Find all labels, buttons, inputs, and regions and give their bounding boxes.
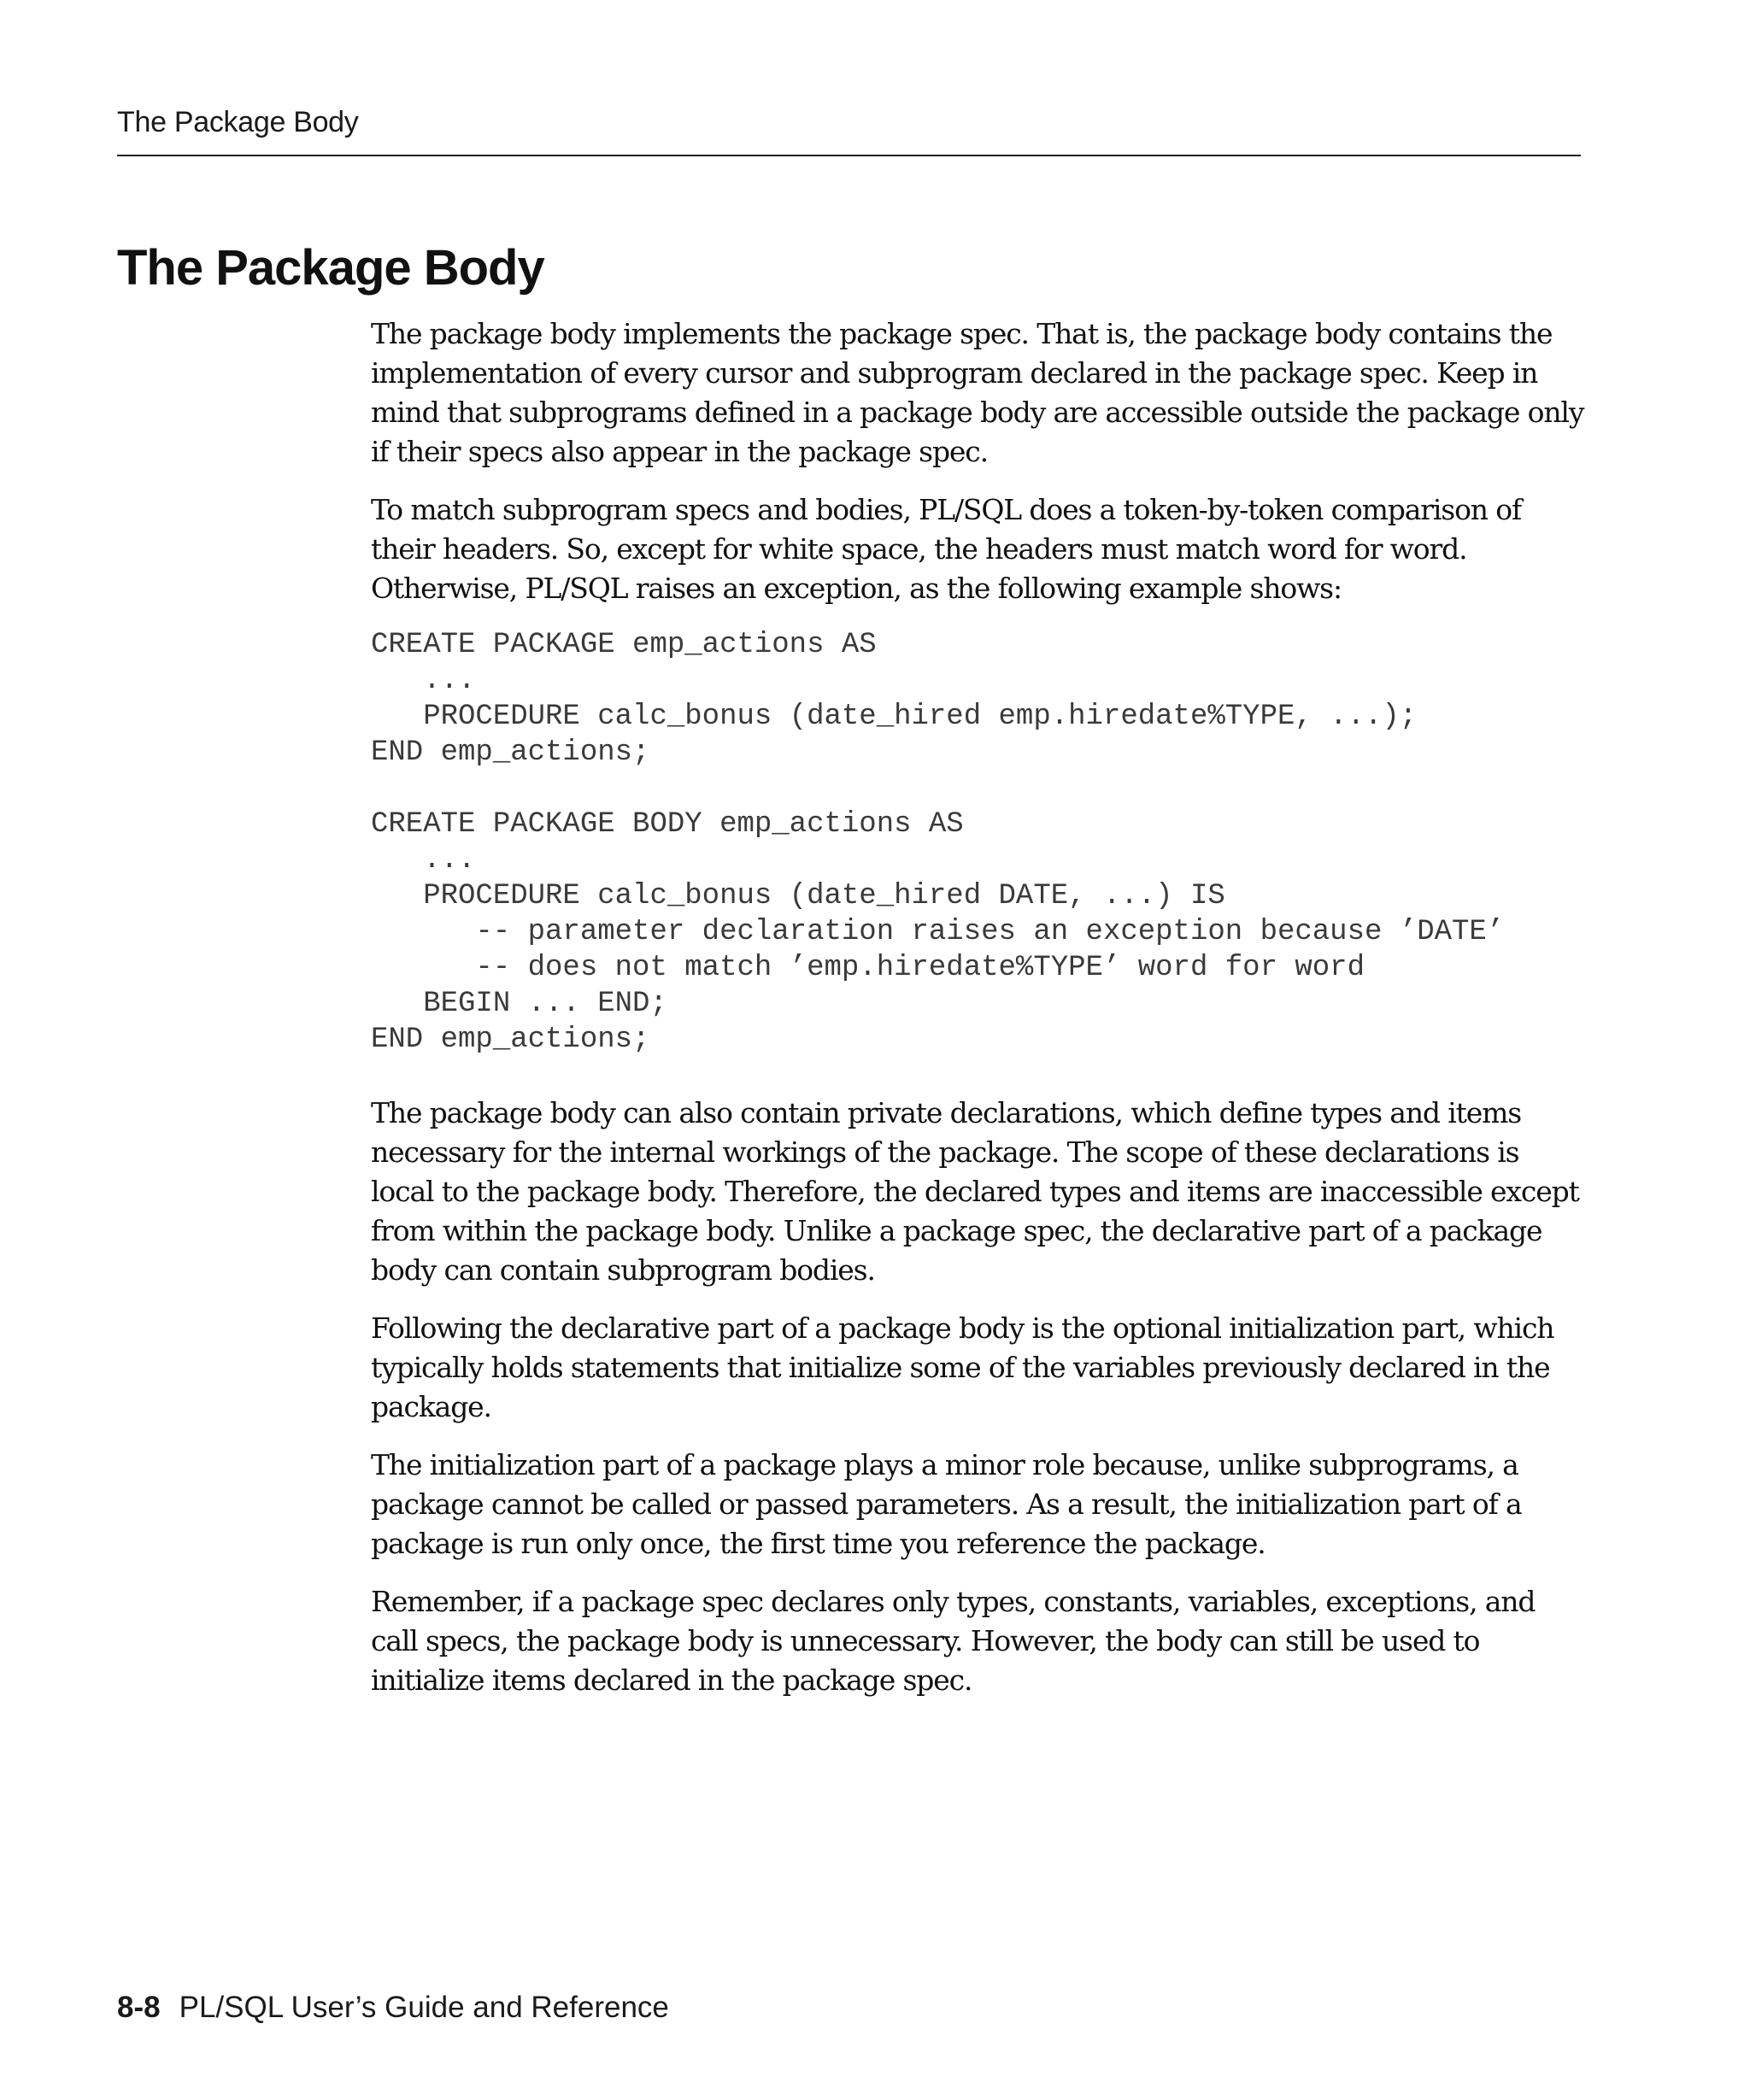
paragraph: The initialization part of a package plays a minor role because, unlike subprograms, a package cannot be called or passed parameters. As a result, the initialization part of a package is run only once, the first time you reference the package. (371, 1448, 1522, 1560)
code-line: ... (371, 665, 476, 697)
body-content (371, 314, 1584, 1719)
book-title: PL/SQL User’s Guide and Reference (179, 1991, 669, 2024)
header-rule (117, 155, 1581, 156)
page-number: 8-8 (117, 1991, 161, 2024)
code-line: PROCEDURE calc_bonus (date_hired DATE, ...) IS (371, 880, 1225, 912)
code-line: END emp_actions; (371, 1024, 650, 1056)
code-line: ... (371, 844, 476, 877)
running-header: The Package Body (117, 106, 359, 138)
code-line: CREATE PACKAGE emp_actions AS (371, 629, 877, 661)
section-title: The Package Body (117, 240, 544, 296)
code-line: END emp_actions; (371, 736, 650, 769)
paragraph: The package body implements the package spec. That is, the package body contains the implementation of every cursor and subprogram declared in the package spec. Keep in mind that subprograms defined in a package body are accessible outside the package only if their specs also appear in the package spec. (371, 317, 1584, 468)
paragraph: To match subprogram specs and bodies, PL/SQL does a token-by-token comparison of their headers. So, except for white space, the headers must match word for word. Otherwise, PL/SQL raises an exception, as the following example shows: (371, 493, 1522, 605)
code-line: -- parameter declaration raises an exception because ’DATE’ (371, 916, 1505, 948)
code-line: PROCEDURE calc_bonus (date_hired emp.hiredate%TYPE, ...); (371, 701, 1418, 733)
code-example (371, 627, 1584, 1058)
code-line (371, 771, 1584, 807)
paragraph: The package body can also contain private declarations, which define types and items necessary for the internal workings of the package. The scope of these declarations is local to the package body. Therefore, the declared types and items are inaccessible except from within the package body. Unlike a package spec, the declarative part of a package body can contain subprogram bodies. (371, 1096, 1579, 1287)
page-footer (117, 1991, 669, 2025)
paragraph: Following the declarative part of a package body is the optional initialization part, which typically holds statements that initialize some of the variables previously declared in the package. (371, 1311, 1554, 1423)
code-line: BEGIN ... END; (371, 988, 667, 1020)
paragraph: Remember, if a package spec declares only types, constants, variables, exceptions, and call specs, the package body is unnecessary. However, the body can still be used to initialize items declared in the package spec. (371, 1585, 1536, 1697)
code-line: -- does not match ’emp.hiredate%TYPE’ word for word (371, 952, 1365, 984)
code-line: CREATE PACKAGE BODY emp_actions AS (371, 808, 964, 841)
